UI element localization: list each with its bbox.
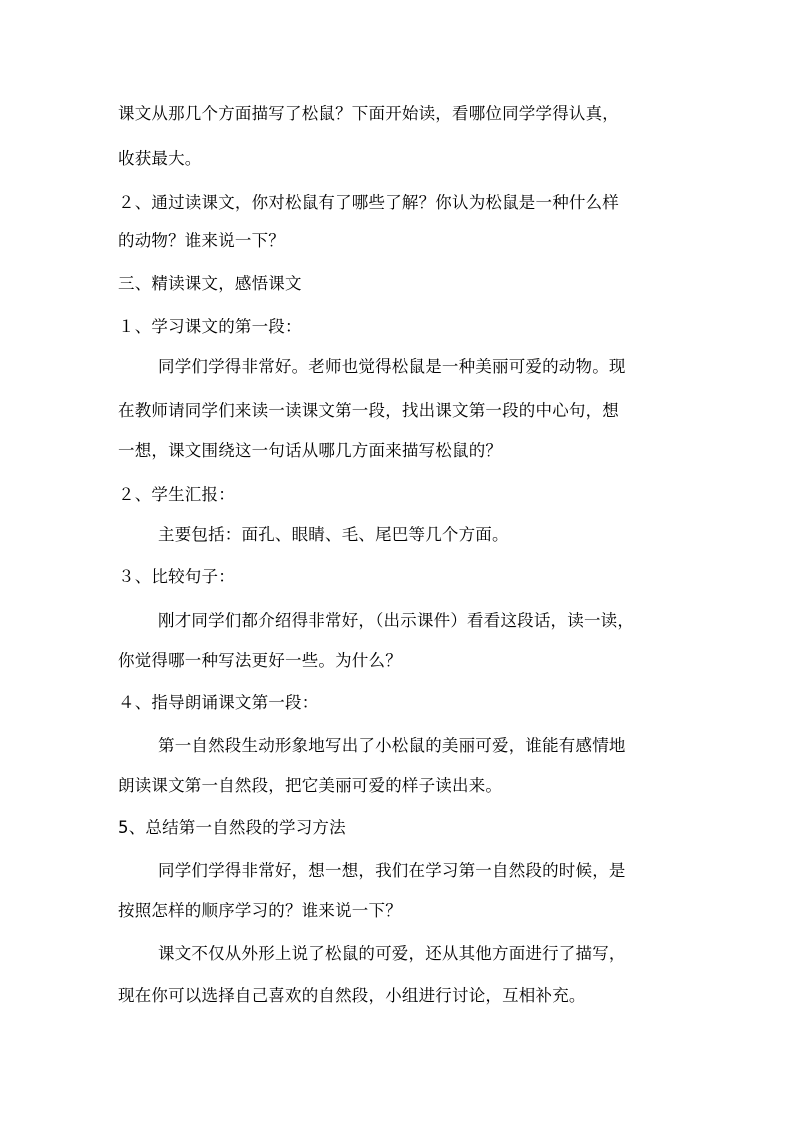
text-line: 你觉得哪一种写法更好一些。为什么？	[118, 651, 402, 670]
list-item-heading: １、学习课文的第一段：	[118, 317, 302, 336]
text-line: 同学们学得非常好。老师也觉得松鼠是一种美丽可爱的动物。现	[158, 357, 626, 376]
text-line: 一想，课文围绕这一句话从哪几方面来描写松鼠的？	[118, 441, 503, 460]
text-line: 收获最大。	[118, 149, 202, 168]
list-item-heading: 5、总结第一自然段的学习方法	[118, 818, 346, 837]
list-item-heading: ２、学生汇报：	[118, 485, 235, 504]
text-line: 同学们学得非常好，想一想，我们在学习第一自然段的时候，是	[158, 861, 626, 880]
text-line: 按照怎样的顺序学习的？谁来说一下？	[118, 901, 402, 920]
section-heading: 三、精读课文，感悟课文	[118, 274, 302, 293]
text-line: 课文从那几个方面描写了松鼠？下面开始读，看哪位同学学得认真，	[118, 104, 619, 123]
text-line: 课文不仅从外形上说了松鼠的可爱，还从其他方面进行了描写，	[158, 944, 626, 963]
list-item-heading: ３、比较句子：	[118, 567, 235, 586]
text-line: 第一自然段生动形象地写出了小松鼠的美丽可爱，谁能有感情地	[158, 736, 626, 755]
text-line: 的动物？谁来说一下？	[118, 231, 285, 250]
text-line: 主要包括：面孔、眼睛、毛、尾巴等几个方面。	[158, 525, 509, 544]
text-line: 现在你可以选择自己喜欢的自然段，小组进行讨论，互相补充。	[118, 986, 586, 1005]
text-line: 在教师请同学们来读一读课文第一段，找出课文第一段的中心句，想	[118, 401, 619, 420]
text-line: ２、通过读课文，你对松鼠有了哪些了解？你认为松鼠是一种什么样	[118, 193, 619, 212]
list-item-heading: ４、指导朗诵课文第一段：	[118, 693, 319, 712]
text-line: 朗读课文第一自然段，把它美丽可爱的样子读出来。	[118, 776, 503, 795]
text-line: 刚才同学们都介绍得非常好，（出示课件）看看这段话，读一读，	[158, 611, 635, 630]
